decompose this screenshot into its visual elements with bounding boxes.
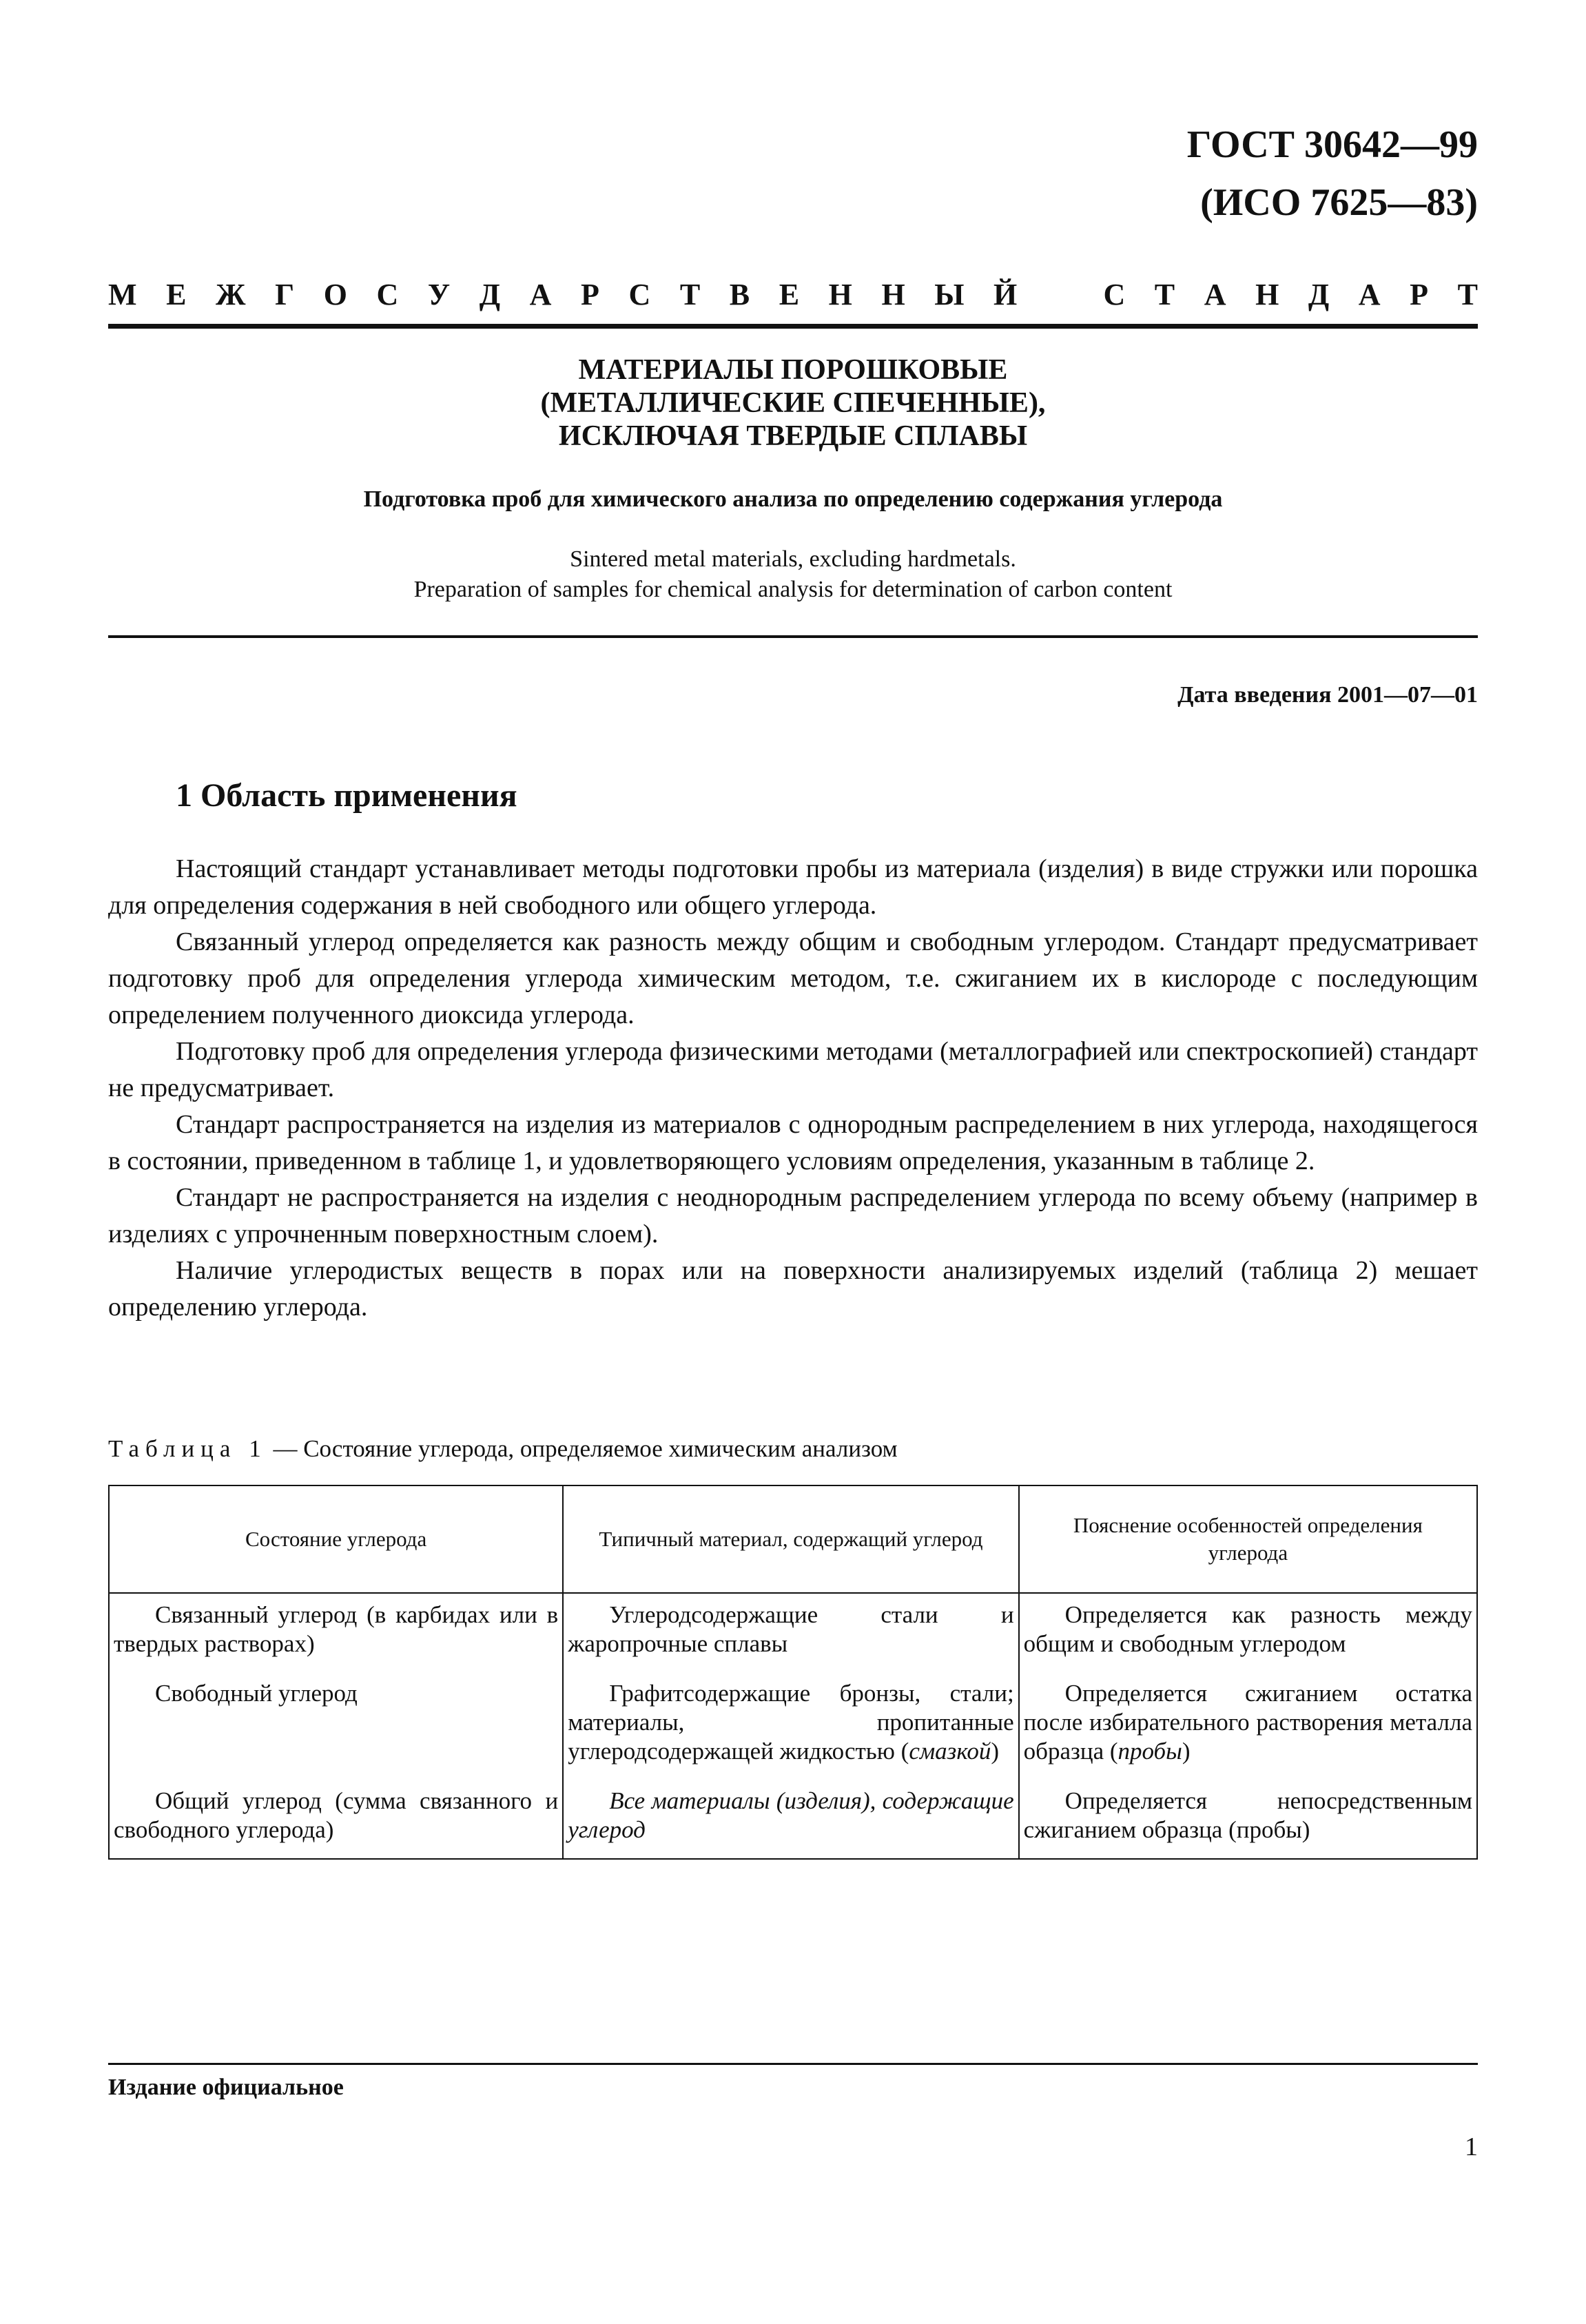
paragraph: Наличие углеродистых веществ в порах или на поверхности анализируемых изделий (таблица 2) мешает определению углерода.: [108, 1256, 1478, 1322]
cell-text-italic: пробы: [1118, 1738, 1182, 1765]
table-caption: [108, 1431, 898, 1467]
standard-type-letter: Р: [1410, 278, 1429, 311]
cell-text-end: ): [1182, 1738, 1191, 1765]
table-cell-note: [1019, 1672, 1477, 1780]
paragraph: Подготовку проб для определения углерода физическими методами (металлографией или спектроскопией) стандарт не предусматривает.: [108, 1037, 1478, 1102]
table-header-cell: Пояснение особенностей определения углерода: [1019, 1485, 1477, 1593]
table-cell-note: [1019, 1593, 1477, 1672]
word-gap: [1047, 271, 1074, 319]
table-cell-state: [109, 1780, 563, 1859]
table-header-cell: Типичный материал, содержащий углерод: [563, 1485, 1018, 1593]
standard-type-letter: Д: [479, 278, 501, 311]
section-heading: 1 Область применения: [176, 777, 517, 814]
standard-type-letter: Н: [828, 278, 852, 311]
cell-text-plain: Графитсодержащие бронзы, стали; материалы, пропитанные углеродсодержащей жидкостью (: [568, 1680, 1014, 1765]
standard-type-heading: [108, 271, 1478, 319]
carbon-state-table: [108, 1485, 1478, 1860]
table-header-row: [109, 1485, 1477, 1593]
subtitle-russian: Подготовка проб для химического анализа по определению содержания углерода: [363, 486, 1223, 512]
table-caption-text: — Состояние углерода, определяемое химическим анализом: [267, 1435, 898, 1462]
table-cell-material: [563, 1780, 1018, 1859]
cell-text-plain: Определяется сжиганием остатка после избирательного растворения металла образца (: [1023, 1680, 1472, 1765]
footer-rule: [108, 2063, 1478, 2065]
standard-type-letter: В: [729, 278, 750, 311]
table-cell-note: [1019, 1780, 1477, 1859]
edition-label: Издание официальное: [108, 2075, 344, 2100]
table-header-cell: Состояние углерода: [109, 1485, 563, 1593]
subtitle-english: [108, 544, 1478, 605]
standard-type-letter: С: [628, 278, 651, 311]
table-cell-state: [109, 1672, 563, 1780]
standard-type-letter: А: [1204, 278, 1226, 311]
table-row: [109, 1593, 1477, 1672]
standard-type-letter: Т: [1457, 278, 1478, 311]
standard-type-letter: Г: [275, 278, 295, 311]
paragraph: Настоящий стандарт устанавливает методы подготовки пробы из материала (изделия) в виде стружки или порошка для определения содержания в ней свободного или общего углерода.: [108, 854, 1478, 920]
cell-text-italic: Все материалы (изделия), содержащие углерод: [568, 1787, 1014, 1843]
title-line: МАТЕРИАЛЫ ПОРОШКОВЫЕ: [578, 354, 1008, 386]
title-line: ИСКЛЮЧАЯ ТВЕРДЫЕ СПЛАВЫ: [558, 420, 1028, 452]
cell-text: Определяется непосредственным сжиганием образца (пробы): [1023, 1787, 1472, 1843]
standard-type-letter: С: [1103, 278, 1126, 311]
page-number: 1: [1465, 2132, 1478, 2161]
standard-type-letter: Р: [580, 278, 599, 311]
title-line: (МЕТАЛЛИЧЕСКИЕ СПЕЧЕННЫЕ),: [540, 387, 1046, 419]
standard-type-letter: Т: [679, 278, 701, 311]
standard-type-letter: Е: [166, 278, 187, 311]
cell-text: [568, 1679, 1013, 1766]
table-cell-material: [563, 1593, 1018, 1672]
cell-text-italic: смазкой: [909, 1738, 991, 1765]
table-caption-label: Таблица 1: [108, 1435, 267, 1462]
standard-type-letter: Е: [779, 278, 800, 311]
standard-type-letter: Н: [881, 278, 905, 311]
standard-type-letter: Й: [993, 278, 1018, 311]
standard-type-letter: М: [108, 278, 137, 311]
cell-text-end: ): [991, 1738, 1000, 1765]
gost-number: ГОСТ 30642—99: [1186, 123, 1478, 166]
standard-type-letter: А: [529, 278, 552, 311]
introduction-date: Дата введения 2001—07—01: [1177, 682, 1478, 708]
paragraph: Стандарт распространяется на изделия из материалов с однородным распределением в них углерода, находящегося в состоянии, приведенном в таблице 1, и удовлетворяющего условиям определения, указанным в таблице 2.: [108, 1110, 1478, 1175]
title-rule: [108, 635, 1478, 638]
document-title: [108, 353, 1478, 453]
gost-number-block: [1187, 116, 1478, 232]
cell-text: Углеродсодержащие стали и жаропрочные сплавы: [568, 1601, 1014, 1657]
cell-text: Определяется как разность между общим и свободным углеродом: [1023, 1601, 1472, 1657]
table-cell-material: [563, 1672, 1018, 1780]
standard-type-letter: Ж: [216, 278, 246, 311]
table-cell-state: [109, 1593, 563, 1672]
standard-type-letter: Ы: [934, 278, 965, 311]
section-body: [108, 851, 1478, 1326]
standard-type-letter: Т: [1154, 278, 1175, 311]
table-row: [109, 1672, 1477, 1780]
standard-type-letter: У: [427, 278, 451, 311]
paragraph: Связанный углерод определяется как разность между общим и свободным углеродом. Стандарт предусматривает подготовку проб для определения углерода химическим методом, т.е. сжиганием их в кислороде с последующим определением полученного диоксида углерода.: [108, 927, 1478, 1029]
cell-text: Связанный углерод (в карбидах или в твердых растворах): [114, 1601, 559, 1657]
standard-type-letter: С: [376, 278, 399, 311]
cell-text: [1024, 1679, 1472, 1766]
iso-number: (ИСО 7625—83): [1200, 181, 1478, 224]
standard-type-letter: Н: [1255, 278, 1279, 311]
cell-text: Свободный углерод: [155, 1680, 358, 1707]
subtitle-english-line: Preparation of samples for chemical analysis for determination of carbon content: [413, 577, 1173, 602]
standard-type-letter: О: [323, 278, 347, 311]
header-rule: [108, 324, 1478, 329]
standard-type-letter: Д: [1308, 278, 1330, 311]
table-row: [109, 1780, 1477, 1859]
paragraph: Стандарт не распространяется на изделия с неоднородным распределением углерода по всему объему (например в изделиях с упрочненным поверхностным слоем).: [108, 1183, 1478, 1248]
standard-type-letter: А: [1358, 278, 1381, 311]
cell-text: Общий углерод (сумма связанного и свободного углерода): [114, 1787, 559, 1843]
subtitle-english-line: Sintered metal materials, excluding hardmetals.: [570, 546, 1016, 572]
